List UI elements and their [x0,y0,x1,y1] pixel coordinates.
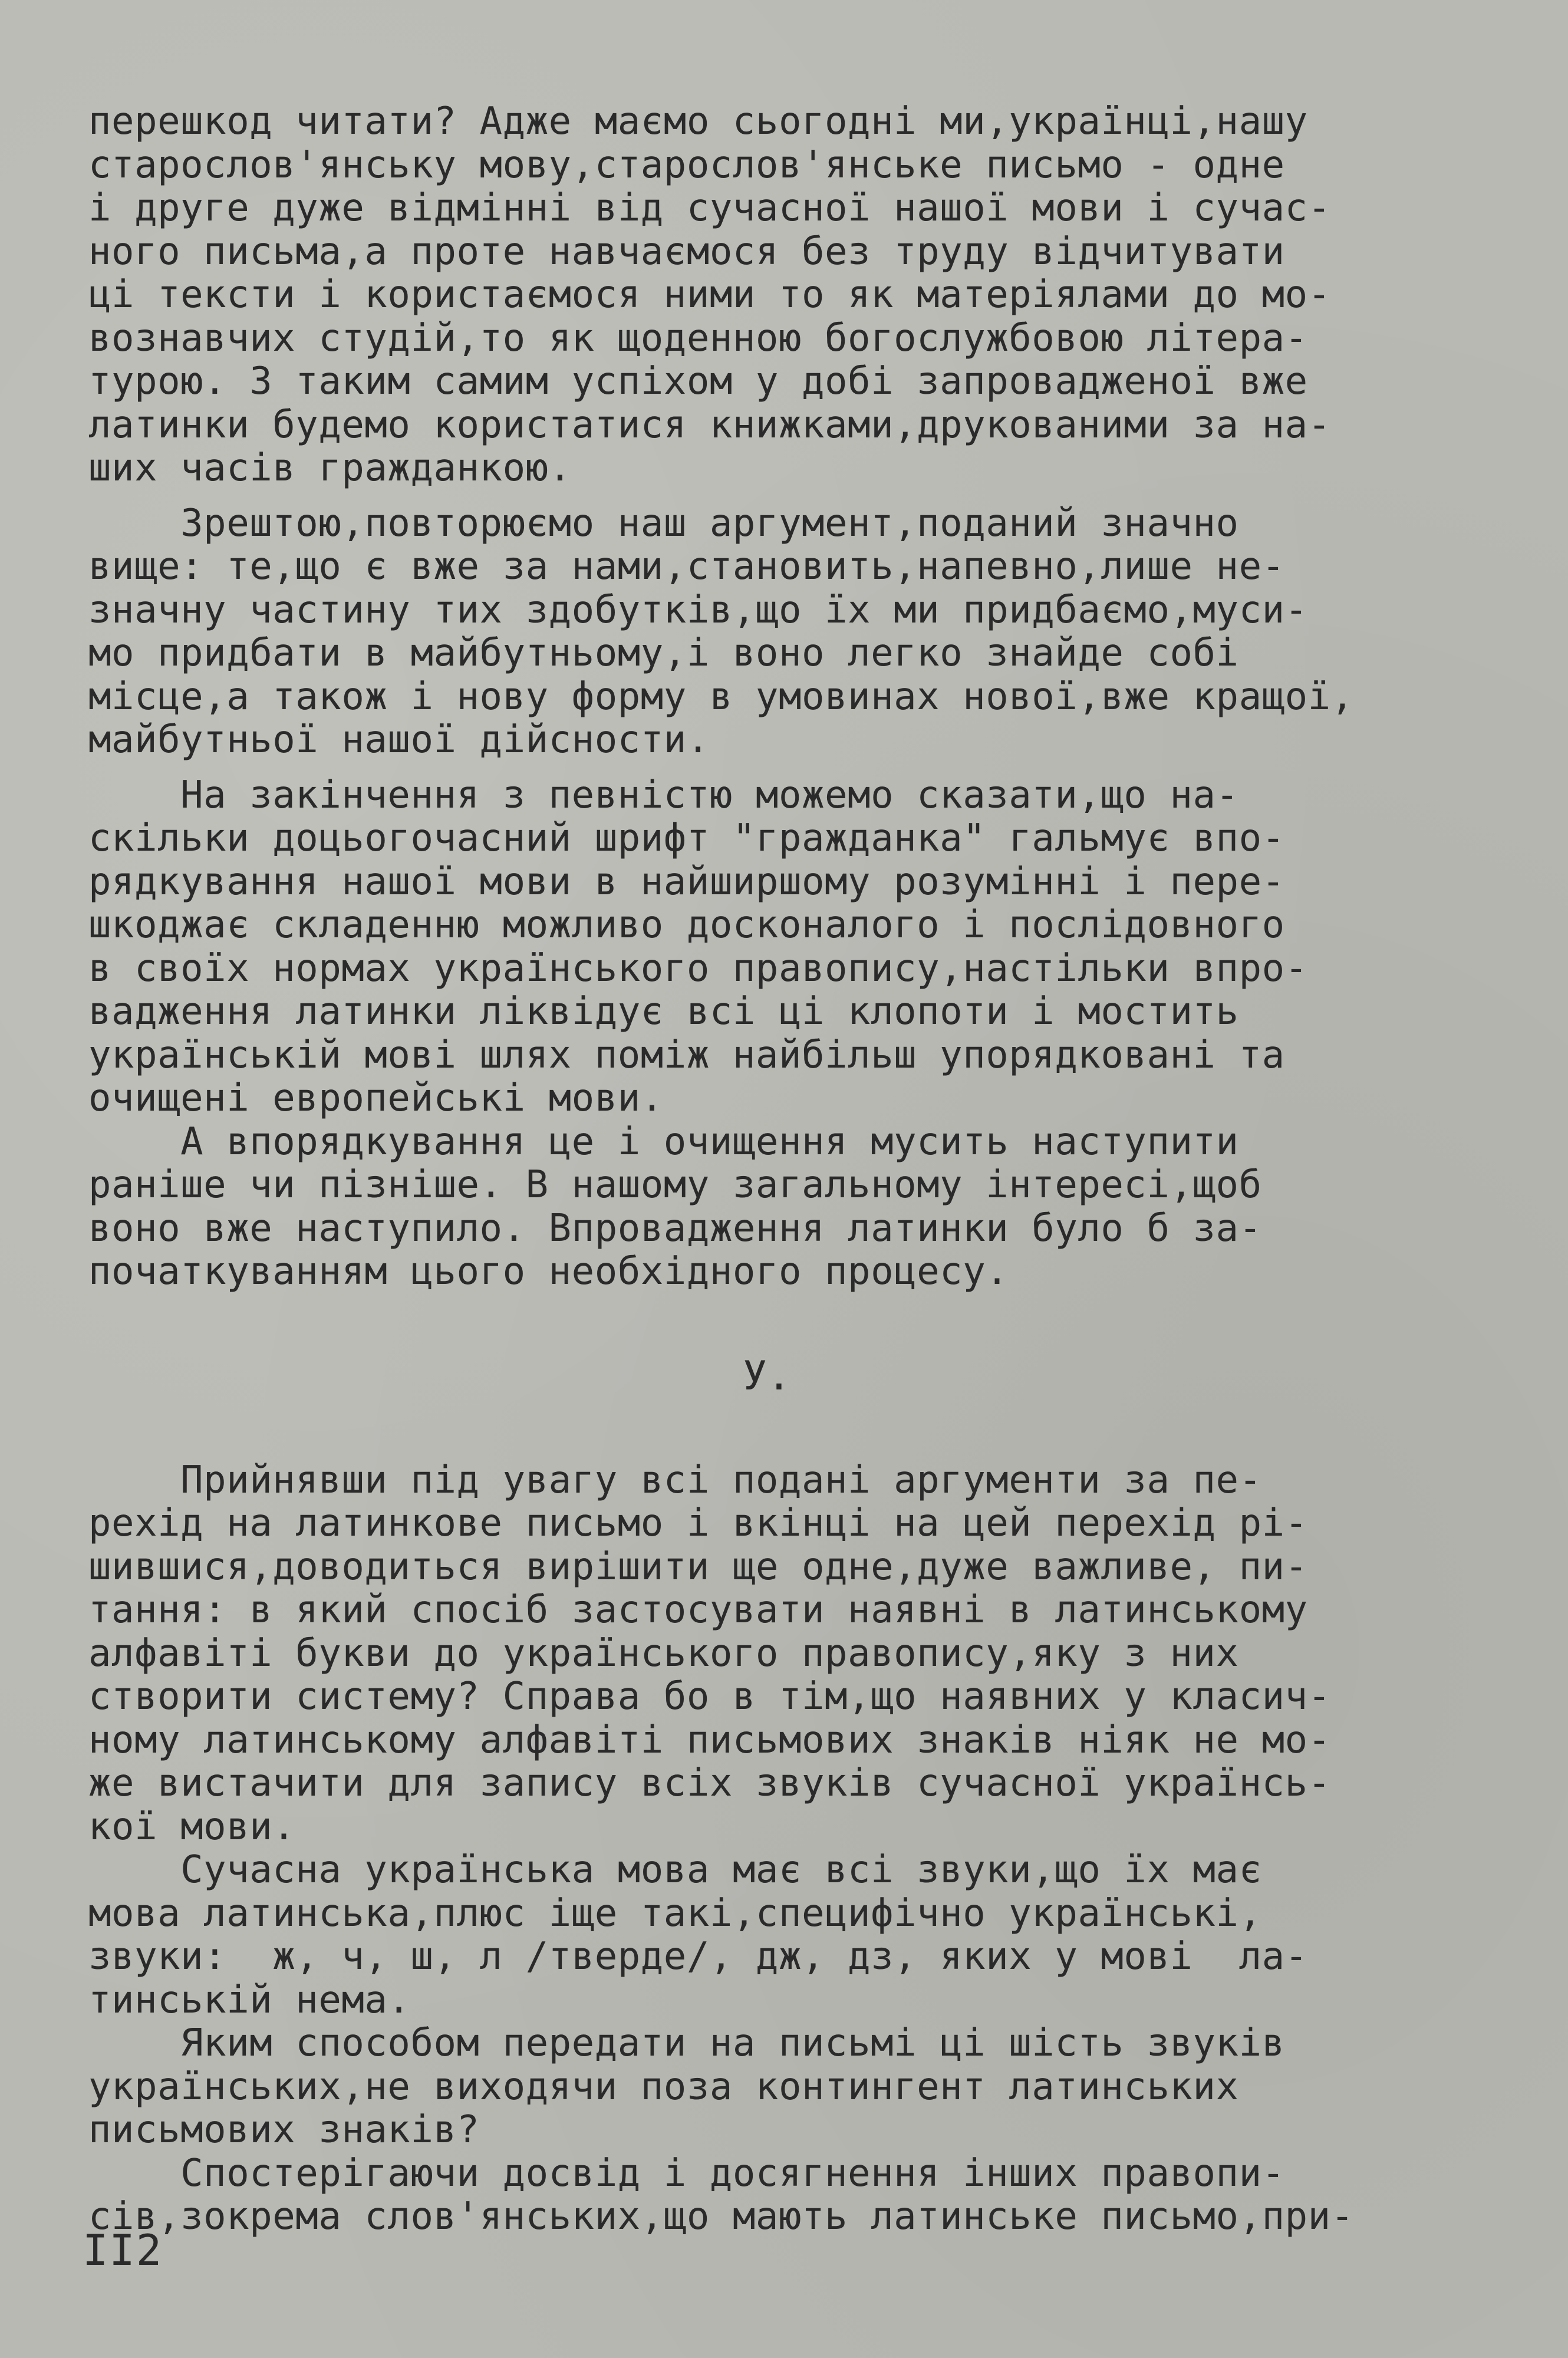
text-line: же вистачити для запису всіх звуків сучасної українсь- [88,1761,1331,1805]
paragraph-spacer [88,490,1491,502]
text-line: алфавіті букви до українського правопису,яку з них [88,1631,1239,1675]
text-line: ці тексти і користаємося ними то як матеріялами до мо- [88,273,1331,317]
text-line: очищені европейські мови. [88,1076,664,1120]
text-line: Зрештою,повторюємо наш аргумент,поданий значно [88,501,1239,545]
section-heading: У. [743,1352,791,1399]
text-line: латинки будемо користатися книжками,друкованими за на- [88,403,1331,447]
text-line: тання: в який спосіб застосувати наявні в латинському [88,1588,1308,1632]
text-line: українських,не виходячи поза контингент латинських [88,2064,1239,2109]
text-line: створити систему? Справа бо в тім,що наявних у класич- [88,1675,1331,1718]
paragraph-2 [88,502,1491,762]
text-line: старослов'янську мову,старослов'янське письмо - одне [88,143,1285,187]
text-line: рядкування нашої мови в найширшому розумінні і пере- [88,859,1285,904]
text-line: шившися,доводиться вирішити ще одне,дуже важливе, пи- [88,1544,1308,1589]
text-line: вадження латинки ліквідує всі ці клопоти і мостить [88,990,1239,1033]
paragraph-6 [88,1849,1491,2022]
text-line: На закінчення з певністю можемо сказати,що на- [88,773,1239,817]
paragraph-spacer [88,762,1491,774]
text-line: мова латинська,плюс іще такі,специфічно українські, [88,1891,1262,1935]
text-line: і друге дуже відмінні від сучасної нашої мови і сучас- [88,186,1331,230]
text-line: турою. З таким самим успіхом у добі запровадженої вже [88,360,1308,403]
text-line: перешкод читати? Адже маємо сьогодні ми,українці,нашу [88,100,1308,143]
text-line: воно вже наступило. Впровадження латинки було б за- [88,1206,1262,1250]
text-line: Прийнявши під увагу всі подані аргументи за пе- [88,1458,1262,1502]
text-line: вознавчих студій,то як щоденною богослужбовою літера- [88,316,1308,360]
text-line: в своїх нормах українського правопису,настільки впро- [88,946,1308,990]
text-line: сів,зокрема слов'янських,що мають латинське письмо,при- [88,2195,1354,2238]
text-line: шкоджає складенню можливо досконалого і послідовного [88,903,1285,947]
paragraph-4 [88,1121,1491,1294]
text-line: Яким способом передати на письмі ці шість звуків [88,2021,1285,2065]
text-line: ного письма,а проте навчаємося без труду відчитувати [88,229,1285,274]
text-line: раніше чи пізніше. В нашому загальному інтересі,щоб [88,1163,1262,1207]
text-line: звуки: ж, ч, ш, л /тверде/, дж, дз, яких у мові ла- [88,1935,1308,1978]
text-line: вище: те,що є вже за нами,становить,напевно,лише не- [88,545,1285,588]
paragraph-3 [88,774,1491,1121]
text-line: тинській нема. [88,1978,411,2022]
text-line: скільки доцьогочасний шрифт "гражданка" гальмує впо- [88,816,1285,860]
paragraph-5 [88,1459,1491,1849]
paragraph-8 [88,2152,1491,2239]
text-line: значну частину тих здобутків,що їх ми придбаємо,муси- [88,588,1308,632]
text-line: Сучасна українська мова має всі звуки,що їх має [88,1848,1262,1892]
text-line: письмових знаків? [88,2108,480,2152]
text-line: місце,а також і нову форму в умовинах нової,вже кращої, [88,674,1354,719]
paragraph-1 [88,100,1491,490]
paragraph-7 [88,2022,1491,2152]
text-line: кої мови. [88,1804,296,1849]
text-line: рехід на латинкове письмо і вкінці на цей перехід рі- [88,1501,1308,1545]
text-line: українській мові шлях поміж найбільш упорядковані та [88,1033,1285,1077]
text-line: мо придбати в майбутньому,і воно легко знайде собі [88,631,1239,675]
text-line: ному латинському алфавіті письмових знаків ніяк не мо- [88,1718,1331,1762]
typed-page [88,100,1491,2239]
text-line: ших часів гражданкою. [88,446,572,490]
text-line: початкуванням цього необхідного процесу. [88,1250,1009,1293]
page-number: II2 [83,2225,163,2275]
text-line: А впорядкування це і очищення мусить наступити [88,1119,1239,1164]
text-line: Спостерігаючи досвід і досягнення інших правопи- [88,2151,1285,2195]
text-line: майбутньої нашої дійсности. [88,718,710,762]
